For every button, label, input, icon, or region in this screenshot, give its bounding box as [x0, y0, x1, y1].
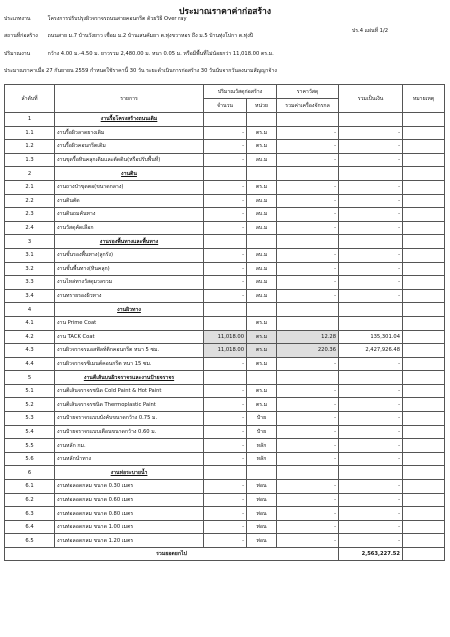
- row-remark: [403, 153, 445, 167]
- row-item: งานป้ายจราจรแบบบังคับขนาดกว้าง 0.75 ม.: [55, 412, 204, 426]
- row-price: -: [277, 126, 339, 140]
- table-row: [5, 412, 445, 426]
- table-row: [5, 316, 445, 330]
- row-price: [277, 371, 339, 385]
- row-number: 5: [5, 371, 55, 385]
- row-remark: [403, 126, 445, 140]
- row-number: 4: [5, 303, 55, 317]
- row-remark: [403, 357, 445, 371]
- row-remark: [403, 180, 445, 194]
- row-total: -: [339, 262, 403, 276]
- project-label: ประเภทงาน: [4, 16, 31, 22]
- table-row: [5, 262, 445, 276]
- row-qty: -: [204, 439, 247, 453]
- row-qty: -: [204, 520, 247, 534]
- row-total: -: [339, 520, 403, 534]
- row-item: งานรองพื้นทางและพื้นทาง: [55, 235, 204, 249]
- table-row: [5, 357, 445, 371]
- project-value: โครงการปรับปรุงผิวจราจรถนนสายคอนกรีต ด้วยวิธี Over ray: [47, 16, 187, 22]
- row-number: 4.1: [5, 316, 55, 330]
- table-row: [5, 140, 445, 154]
- row-unit: ท่อน: [247, 493, 277, 507]
- size-line: [4, 50, 274, 58]
- row-qty: -: [204, 493, 247, 507]
- row-price: -: [277, 520, 339, 534]
- row-remark: [403, 466, 445, 480]
- table-row: [5, 425, 445, 439]
- row-number: 2: [5, 167, 55, 181]
- row-total: -: [339, 398, 403, 412]
- row-price: -: [277, 357, 339, 371]
- col-total: รวมเป็นเงิน: [339, 85, 403, 113]
- row-unit: ตร.ม: [247, 126, 277, 140]
- row-qty: [204, 167, 247, 181]
- row-unit: [247, 113, 277, 127]
- row-qty: -: [204, 425, 247, 439]
- row-total: -: [339, 140, 403, 154]
- row-total: [339, 113, 403, 127]
- row-qty: -: [204, 126, 247, 140]
- total-label: รวมยอดยกไป: [5, 548, 339, 561]
- row-unit: ตร.ม: [247, 384, 277, 398]
- row-total: -: [339, 452, 403, 466]
- row-qty: 11,018.00: [204, 344, 247, 358]
- row-unit: ลบ.ม: [247, 208, 277, 222]
- row-qty: -: [204, 153, 247, 167]
- row-number: 1.1: [5, 126, 55, 140]
- row-price: [277, 113, 339, 127]
- table-row: [5, 439, 445, 453]
- estimate-table: [4, 84, 445, 561]
- row-total: -: [339, 425, 403, 439]
- row-number: 3: [5, 235, 55, 249]
- row-qty: -: [204, 289, 247, 303]
- table-row: [5, 507, 445, 521]
- row-total: -: [339, 126, 403, 140]
- row-remark: [403, 262, 445, 276]
- row-price: -: [277, 452, 339, 466]
- row-remark: [403, 534, 445, 548]
- row-item: งานท่อลอดกลม ขนาด 0.30 เมตร: [55, 480, 204, 494]
- row-price: -: [277, 534, 339, 548]
- row-qty: [204, 316, 247, 330]
- row-item: งานไหล่ทางวัสดุมวลรวม: [55, 276, 204, 290]
- row-price: -: [277, 221, 339, 235]
- row-remark: [403, 221, 445, 235]
- table-row: [5, 520, 445, 534]
- row-number: 1.3: [5, 153, 55, 167]
- row-remark: [403, 371, 445, 385]
- row-item: งานรื้อโครงสร้างถนนเดิม: [55, 113, 204, 127]
- table-row: [5, 289, 445, 303]
- row-item: งานหลักนำทาง: [55, 452, 204, 466]
- row-total: -: [339, 180, 403, 194]
- row-total: [339, 303, 403, 317]
- row-total: -: [339, 439, 403, 453]
- col-price-group: ราคาวัสดุ: [277, 85, 339, 99]
- row-unit: ท่อน: [247, 534, 277, 548]
- row-price: -: [277, 248, 339, 262]
- row-number: 5.5: [5, 439, 55, 453]
- row-unit: หลัก: [247, 452, 277, 466]
- row-price: -: [277, 493, 339, 507]
- row-unit: [247, 466, 277, 480]
- total-row: [5, 548, 445, 561]
- row-qty: -: [204, 194, 247, 208]
- row-unit: [247, 167, 277, 181]
- location-line: [4, 32, 253, 40]
- row-number: 5.4: [5, 425, 55, 439]
- row-number: 1.2: [5, 140, 55, 154]
- row-item: งานป้ายจราจรแบบเตือนขนาดกว้าง 0.60 ม.: [55, 425, 204, 439]
- location-label: สถานที่ก่อสร้าง: [4, 33, 38, 39]
- row-price: [277, 303, 339, 317]
- row-qty: [204, 303, 247, 317]
- row-item: งานท่อลอดกลม ขนาด 0.60 เมตร: [55, 493, 204, 507]
- row-total: 2,427,926.48: [339, 344, 403, 358]
- row-item: งาน Prime Coat: [55, 316, 204, 330]
- table-row: [5, 153, 445, 167]
- row-total: -: [339, 208, 403, 222]
- row-price: -: [277, 289, 339, 303]
- row-total: -: [339, 507, 403, 521]
- row-qty: -: [204, 534, 247, 548]
- row-qty: -: [204, 276, 247, 290]
- table-header-row: [5, 85, 445, 99]
- row-price: -: [277, 194, 339, 208]
- row-qty: -: [204, 398, 247, 412]
- row-remark: [403, 493, 445, 507]
- row-remark: [403, 520, 445, 534]
- row-total: -: [339, 534, 403, 548]
- row-item: งานรื้อผิวคอนกรีตเดิม: [55, 140, 204, 154]
- section-row: [5, 466, 445, 480]
- row-remark: [403, 330, 445, 344]
- row-remark: [403, 452, 445, 466]
- row-unit: ท่อน: [247, 480, 277, 494]
- project-line: [4, 15, 187, 23]
- row-price: [277, 466, 339, 480]
- row-total: -: [339, 412, 403, 426]
- section-row: [5, 235, 445, 249]
- row-qty: -: [204, 452, 247, 466]
- row-item: งานขุดรื้อหินคลุกเดิมและตัดดิน(หรือปรับพื้นที่): [55, 153, 204, 167]
- row-price: -: [277, 262, 339, 276]
- row-unit: ลบ.ม: [247, 194, 277, 208]
- row-total: -: [339, 248, 403, 262]
- row-item: งานถางป่าขุดตอ(ขนาดกลาง): [55, 180, 204, 194]
- row-unit: ท่อน: [247, 507, 277, 521]
- row-number: 6: [5, 466, 55, 480]
- row-number: 5.6: [5, 452, 55, 466]
- col-price: รวมค่าเครื่องจักรกล: [277, 99, 339, 113]
- row-price: -: [277, 412, 339, 426]
- row-qty: [204, 371, 247, 385]
- row-price: -: [277, 208, 339, 222]
- row-remark: [403, 167, 445, 181]
- row-total: [339, 235, 403, 249]
- row-price: -: [277, 384, 339, 398]
- row-unit: ลบ.ม: [247, 262, 277, 276]
- row-item: งานทรายรองผิวทาง: [55, 289, 204, 303]
- row-unit: [247, 235, 277, 249]
- row-qty: -: [204, 412, 247, 426]
- row-qty: -: [204, 248, 247, 262]
- row-number: 6.1: [5, 480, 55, 494]
- row-number: 4.4: [5, 357, 55, 371]
- table-row: [5, 330, 445, 344]
- row-unit: ลบ.ม: [247, 289, 277, 303]
- row-number: 6.3: [5, 507, 55, 521]
- row-remark: [403, 384, 445, 398]
- row-unit: ป้าย: [247, 412, 277, 426]
- row-item: งานรื้อผิวลาดยางเดิม: [55, 126, 204, 140]
- row-unit: ท่อน: [247, 520, 277, 534]
- row-total: -: [339, 493, 403, 507]
- row-remark: [403, 480, 445, 494]
- row-remark: [403, 208, 445, 222]
- row-price: -: [277, 398, 339, 412]
- row-item: งานหลัก กม.: [55, 439, 204, 453]
- row-item: งานวัสดุคัดเลือก: [55, 221, 204, 235]
- table-row: [5, 194, 445, 208]
- table-row: [5, 534, 445, 548]
- row-price: -: [277, 276, 339, 290]
- row-qty: -: [204, 384, 247, 398]
- row-total: -: [339, 289, 403, 303]
- row-price: -: [277, 507, 339, 521]
- row-number: 2.2: [5, 194, 55, 208]
- row-number: 4.2: [5, 330, 55, 344]
- row-total: [339, 371, 403, 385]
- table-row: [5, 276, 445, 290]
- size-value: กว้าง 4.00 ม.-4.50 ม. ยาวรวม 2,480.00 ม. หนา 0.05 ม. หรือมีพื้นที่ไม่น้อยกว่า 11,018.00 ตร.ม.: [47, 51, 274, 57]
- estimate-line: ประมาณราคาเมื่อ 27 กันยายน 2559 กำหนดใช้ราคานี้ 30 วัน ระยะดำเนินการก่อสร้าง 30 วันนับจากวันลงนามสัญญาจ้าง: [4, 68, 277, 74]
- table-row: [5, 221, 445, 235]
- section-row: [5, 371, 445, 385]
- row-remark: [403, 276, 445, 290]
- row-qty: [204, 113, 247, 127]
- row-total: -: [339, 153, 403, 167]
- table-row: [5, 248, 445, 262]
- row-remark: [403, 425, 445, 439]
- table-body: [5, 113, 445, 548]
- row-item: งานชั้นพื้นทาง(หินคลุก): [55, 262, 204, 276]
- row-price: -: [277, 153, 339, 167]
- table-row: [5, 384, 445, 398]
- row-number: 3.1: [5, 248, 55, 262]
- row-item: งานท่อลอดกลม ขนาด 0.80 เมตร: [55, 507, 204, 521]
- row-item: งานชั้นรองพื้นทาง(ลูกรัง): [55, 248, 204, 262]
- row-item: งานผิวจราจรซีเมนต์คอนกรีต หนา 15 ซม.: [55, 357, 204, 371]
- row-number: 3.4: [5, 289, 55, 303]
- table-row: [5, 480, 445, 494]
- row-item: งานผิวทาง: [55, 303, 204, 317]
- page-title: ประมาณราคาค่าก่อสร้าง: [179, 7, 271, 17]
- row-remark: [403, 289, 445, 303]
- row-item: งานท่อลอดกลม ขนาด 1.20 เมตร: [55, 534, 204, 548]
- section-row: [5, 303, 445, 317]
- row-total: -: [339, 221, 403, 235]
- row-total: 135,301.04: [339, 330, 403, 344]
- row-item: งานตีเส้นบนผิวจราจรและงานป้ายจราจร: [55, 371, 204, 385]
- row-number: 6.2: [5, 493, 55, 507]
- row-unit: ลบ.ม: [247, 248, 277, 262]
- row-remark: [403, 303, 445, 317]
- row-item: งานดินถมคันทาง: [55, 208, 204, 222]
- row-remark: [403, 113, 445, 127]
- row-qty: -: [204, 507, 247, 521]
- row-price: -: [277, 180, 339, 194]
- row-number: 3.2: [5, 262, 55, 276]
- row-qty: -: [204, 480, 247, 494]
- row-unit: ตร.ม: [247, 180, 277, 194]
- table-row: [5, 180, 445, 194]
- row-unit: ลบ.ม: [247, 221, 277, 235]
- row-price: [277, 235, 339, 249]
- total-value: 2,563,227.52: [339, 548, 403, 561]
- row-remark: [403, 140, 445, 154]
- table-row: [5, 398, 445, 412]
- row-remark: [403, 412, 445, 426]
- row-item: งานผิวจราจรแอสฟัลท์ติกคอนกรีต หนา 5 ซม.: [55, 344, 204, 358]
- row-remark: [403, 507, 445, 521]
- row-number: 3.3: [5, 276, 55, 290]
- row-total: [339, 466, 403, 480]
- row-item: งานดิน: [55, 167, 204, 181]
- row-remark: [403, 398, 445, 412]
- section-row: [5, 167, 445, 181]
- row-total: [339, 167, 403, 181]
- row-total: -: [339, 276, 403, 290]
- row-qty: 11,018.00: [204, 330, 247, 344]
- table-row: [5, 344, 445, 358]
- table-row: [5, 452, 445, 466]
- row-number: 5.1: [5, 384, 55, 398]
- page-number: ปร.4 แผ่นที่ 1/2: [351, 28, 388, 34]
- row-number: 1: [5, 113, 55, 127]
- col-unit: หน่วย: [247, 99, 277, 113]
- row-remark: [403, 439, 445, 453]
- row-qty: -: [204, 262, 247, 276]
- row-price: [277, 316, 339, 330]
- col-item: รายการ: [55, 85, 204, 113]
- table-row: [5, 208, 445, 222]
- row-item: งานตีเส้นจราจรชนิด Cold Paint & Hot Paint: [55, 384, 204, 398]
- row-number: 2.3: [5, 208, 55, 222]
- row-total: -: [339, 480, 403, 494]
- row-price: -: [277, 140, 339, 154]
- row-qty: [204, 235, 247, 249]
- row-qty: -: [204, 221, 247, 235]
- section-row: [5, 113, 445, 127]
- row-unit: ป้าย: [247, 425, 277, 439]
- row-price: 220.36: [277, 344, 339, 358]
- row-remark: [403, 235, 445, 249]
- table-row: [5, 126, 445, 140]
- row-price: -: [277, 480, 339, 494]
- row-item: งานท่อระบายน้ำ: [55, 466, 204, 480]
- row-item: งานท่อลอดกลม ขนาด 1.00 เมตร: [55, 520, 204, 534]
- row-remark: [403, 194, 445, 208]
- row-number: 2.4: [5, 221, 55, 235]
- row-number: 5.2: [5, 398, 55, 412]
- size-label: ปริมาณงาน: [4, 51, 31, 57]
- row-total: -: [339, 384, 403, 398]
- row-unit: ตร.ม: [247, 140, 277, 154]
- row-unit: ลบ.ม: [247, 276, 277, 290]
- row-number: 2.1: [5, 180, 55, 194]
- row-total: [339, 316, 403, 330]
- row-item: งานตีเส้นจราจรชนิด Thermoplastic Paint: [55, 398, 204, 412]
- row-item: งาน TACK Coat: [55, 330, 204, 344]
- row-unit: ลบ.ม: [247, 153, 277, 167]
- location-value: ถนนสาย ม.7 บ้านวังยาว เชื่อม ม.2 บ้านเสนคัมยา ต.ทุ่งขวาหอร ถึง ม.5 บ้านทุ่งโปกา ต.ทุ่งปี: [47, 33, 254, 39]
- row-price: -: [277, 439, 339, 453]
- row-remark: [403, 248, 445, 262]
- row-number: 4.3: [5, 344, 55, 358]
- row-qty: -: [204, 208, 247, 222]
- row-total: -: [339, 357, 403, 371]
- row-unit: ตร.ม: [247, 330, 277, 344]
- row-unit: [247, 371, 277, 385]
- row-qty: [204, 466, 247, 480]
- row-qty: -: [204, 180, 247, 194]
- row-unit: ตร.ม: [247, 357, 277, 371]
- row-unit: ตร.ม: [247, 398, 277, 412]
- total-remark: [403, 548, 445, 561]
- row-remark: [403, 344, 445, 358]
- row-unit: [247, 303, 277, 317]
- row-price: [277, 167, 339, 181]
- col-remark: หมายเหตุ: [403, 85, 445, 113]
- col-no: ลำดับที่: [5, 85, 55, 113]
- table-row: [5, 493, 445, 507]
- row-number: 6.4: [5, 520, 55, 534]
- row-number: 5.3: [5, 412, 55, 426]
- row-price: 12.28: [277, 330, 339, 344]
- row-unit: ตร.ม: [247, 316, 277, 330]
- row-item: งานดินตัด: [55, 194, 204, 208]
- col-qty-group: ปริมาณวัสดุก่อสร้าง: [204, 85, 277, 99]
- row-total: -: [339, 194, 403, 208]
- row-unit: ตร.ม: [247, 344, 277, 358]
- col-qty: จำนวน: [204, 99, 247, 113]
- row-price: -: [277, 425, 339, 439]
- row-qty: -: [204, 357, 247, 371]
- row-qty: -: [204, 140, 247, 154]
- row-number: 6.5: [5, 534, 55, 548]
- row-remark: [403, 316, 445, 330]
- row-unit: หลัก: [247, 439, 277, 453]
